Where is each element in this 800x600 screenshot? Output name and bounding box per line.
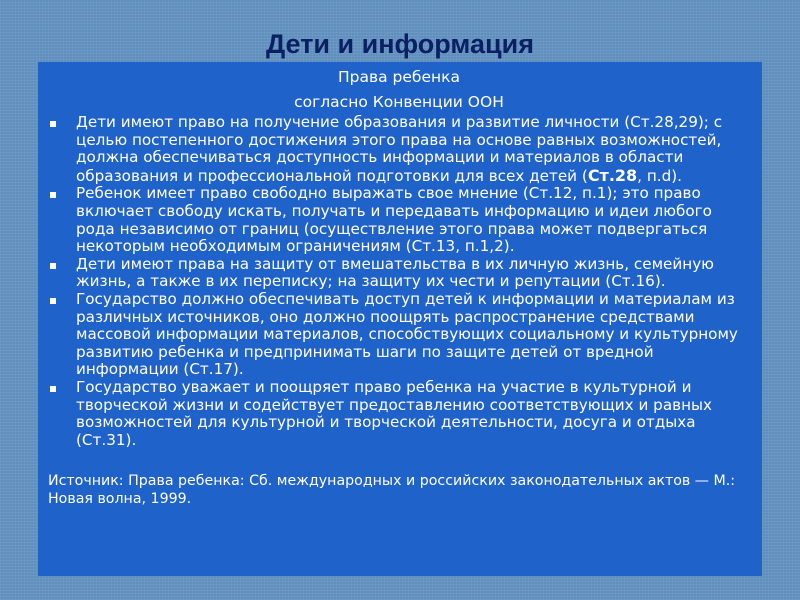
list-item [48, 185, 750, 255]
list-item [48, 291, 750, 379]
item-text: Государство должно обеспечивать доступ детей к информации и материалам из различных источников, оно должно поощрять распространение средствами массовой информации материалов, способствующих социальному и культурному развитию ребенка и предпринимать шаги по защите детей от вредной информации (Ст.17). [76, 289, 738, 379]
square-bullet-icon [50, 192, 56, 198]
list-item [48, 379, 750, 449]
square-bullet-icon [50, 386, 56, 392]
square-bullet-icon [50, 263, 56, 269]
item-text: Дети имеют права на защиту от вмешательства в их личную жизнь, семейную жизнь, а также в их переписку; на защиту их чести и репутации (Ст.16). [76, 254, 714, 291]
content-box [38, 62, 762, 576]
list-item [48, 256, 750, 291]
section-subheading: согласно Конвенции ООН [294, 93, 504, 111]
article-reference: Ст.28 [587, 165, 638, 185]
source-citation: Источник: Права ребенка: Сб. международных и российских законодательных актов — М.: Новая волна, 1999. [48, 473, 736, 508]
list-item [48, 114, 750, 185]
item-text-tail: , п.d). [637, 166, 682, 185]
square-bullet-icon [50, 298, 56, 304]
rights-list [48, 114, 750, 449]
square-bullet-icon [50, 121, 56, 127]
slide-title: Дети и информация [265, 29, 535, 59]
item-text: Государство уважает и поощряет право ребенка на участие в культурной и творческой жизни и содействует предоставлению соответствующих и равных возможностей для культурной и творческой деятельности, досуга и отдыха (Ст.31). [76, 377, 712, 449]
item-text: Дети имеют право на получение образования и развитие личности (Ст.28,29); с целью постепенного достижения этого права на основе равных возможностей, должна обеспечиваться доступность информации и материалов в области образования и профессиональной подготовки для всех детей ( [76, 113, 723, 185]
item-text: Ребенок имеет право свободно выражать свое мнение (Ст.12, п.1); это право включает свободу искать, получать и передавать информацию и идеи любого рода независимо от границ (осуществление этого права может подвергаться некоторым необходимым ограничениям (Ст.13, п.1,2). [76, 184, 712, 256]
section-heading: Права ребенка [337, 68, 461, 86]
